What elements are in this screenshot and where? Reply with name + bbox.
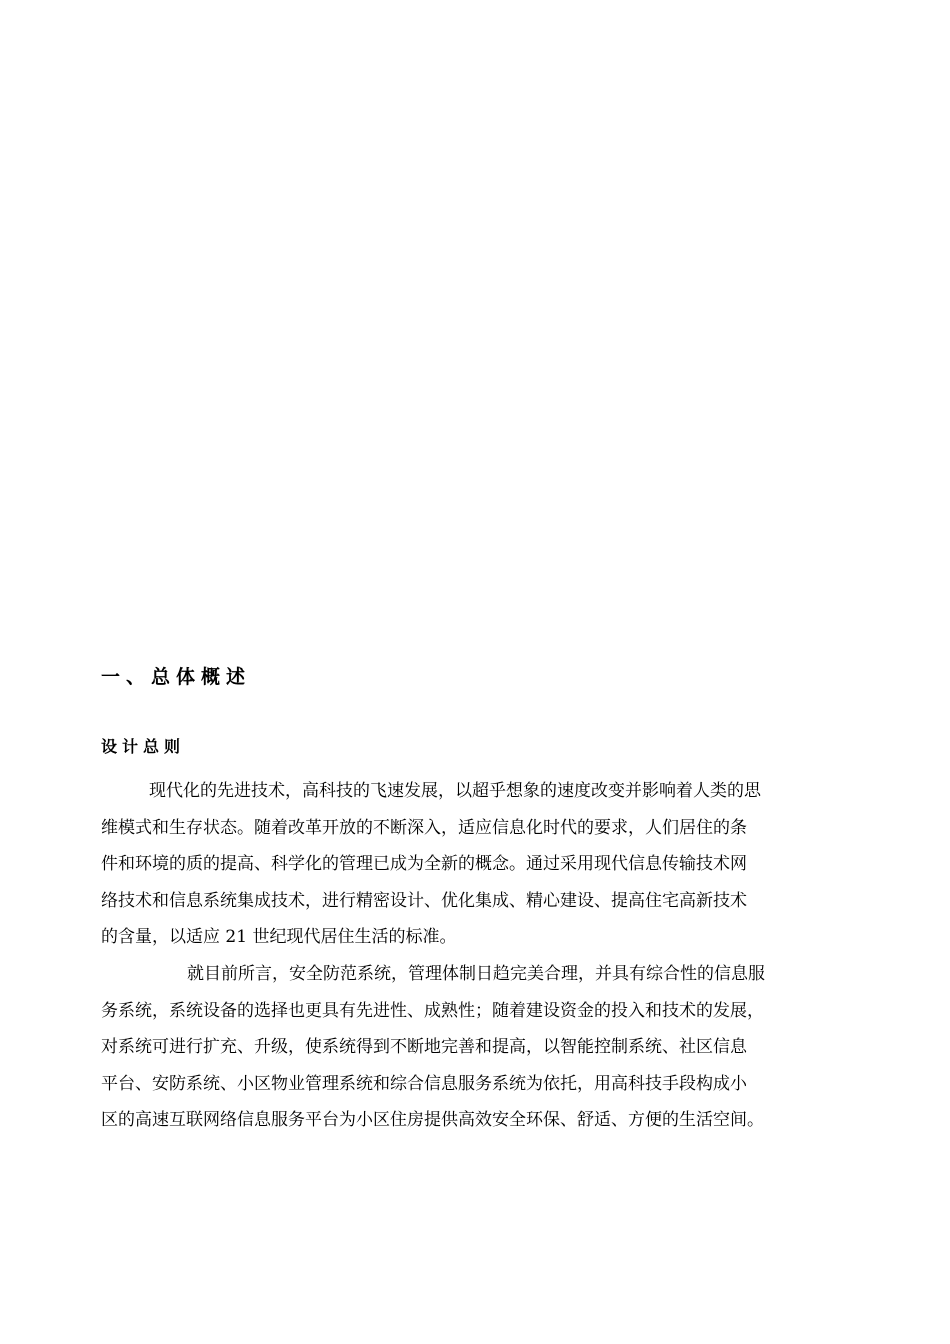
paragraph-line: 对系统可进行扩充、升级，使系统得到不断地完善和提高，以智能控制系统、社区信息	[101, 1037, 747, 1057]
paragraph-line: 务系统，系统设备的选择也更具有先进性、成熟性；随着建设资金的投入和技术的发展，	[101, 1000, 764, 1021]
paragraph-line: 维模式和生存状态。随着改革开放的不断深入，适应信息化时代的要求，人们居住的条	[101, 817, 747, 838]
paragraph-line: 件和环境的质的提高、科学化的管理已成为全新的概念。通过采用现代信息传输技术网	[101, 854, 747, 874]
paragraph-line: 现代化的先进技术，高科技的飞速发展，以超乎想象的速度改变并影响着人类的思	[149, 781, 761, 801]
sub-heading: 设计总则	[101, 737, 186, 756]
paragraph-line: 区的高速互联网络信息服务平台为小区住房提供高效安全环保、舒适、方便的生活空间。	[101, 1110, 764, 1130]
paragraph-2	[101, 956, 849, 1139]
document-content	[101, 661, 849, 1130]
section-heading: 一、总体概述	[101, 666, 252, 688]
paragraph-line: 络技术和信息系统集成技术，进行精密设计、优化集成、精心建设、提高住宅高新技术	[101, 890, 747, 911]
paragraph-line: 平台、安防系统、小区物业管理系统和综合信息服务系统为依托，用高科技手段构成小	[101, 1073, 747, 1094]
paragraph-1	[101, 773, 849, 956]
paragraph-line: 就目前所言，安全防范系统，管理体制日趋完美合理，并具有综合性的信息服	[187, 964, 765, 984]
paragraph-line: 的含量，以适应 21 世纪现代居住生活的标准。	[101, 927, 457, 947]
